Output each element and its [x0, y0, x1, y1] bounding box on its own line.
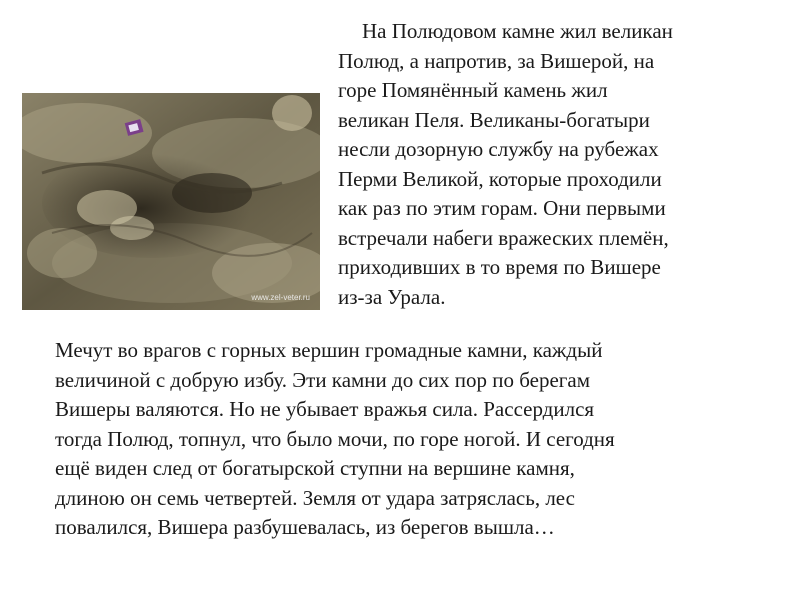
text-line: как раз по этим горам. Они первыми — [338, 196, 666, 220]
text-line: приходивших в то время по Вишере — [338, 255, 661, 279]
text-line: тогда Полюд, топнул, что было мочи, по горе ногой. И сегодня — [55, 426, 615, 451]
text-line: встречали набеги вражеских племён, — [338, 225, 669, 250]
story-paragraph-top — [338, 17, 783, 312]
rock-photo-image — [22, 93, 320, 310]
text-line: ещё виден след от богатырской ступни на вершине камня, — [55, 456, 575, 480]
text-line: Мечут во врагов с горных вершин громадные камни, каждый — [55, 338, 603, 362]
text-line: из-за Урала. — [338, 284, 446, 309]
text-line: повалился, Вишера разбушевалась, из берегов вышла… — [55, 515, 555, 539]
story-paragraph-bottom — [55, 336, 785, 543]
text-line: длиною он семь четвертей. Земля от удара затряслась, лес — [55, 485, 575, 510]
text-line: горе Помянённый камень жил — [338, 78, 608, 102]
text-line: великан Пеля. Великаны-богатыри — [338, 107, 650, 132]
text-line: Вишеры валяются. Но не убывает вражья сила. Рассердился — [55, 397, 595, 421]
rock-footprint-photo — [22, 93, 320, 310]
text-line: На Полюдовом камне жил великан — [362, 19, 673, 43]
text-line: несли дозорную службу на рубежах — [338, 137, 659, 161]
text-line: Полюд, а напротив, за Вишерой, на — [338, 48, 655, 73]
photo-watermark: www.zel-veter.ru — [251, 293, 310, 302]
text-line: величиной с добрую избу. Эти камни до сих пор по берегам — [55, 367, 591, 392]
text-line: Перми Великой, которые проходили — [338, 166, 662, 191]
